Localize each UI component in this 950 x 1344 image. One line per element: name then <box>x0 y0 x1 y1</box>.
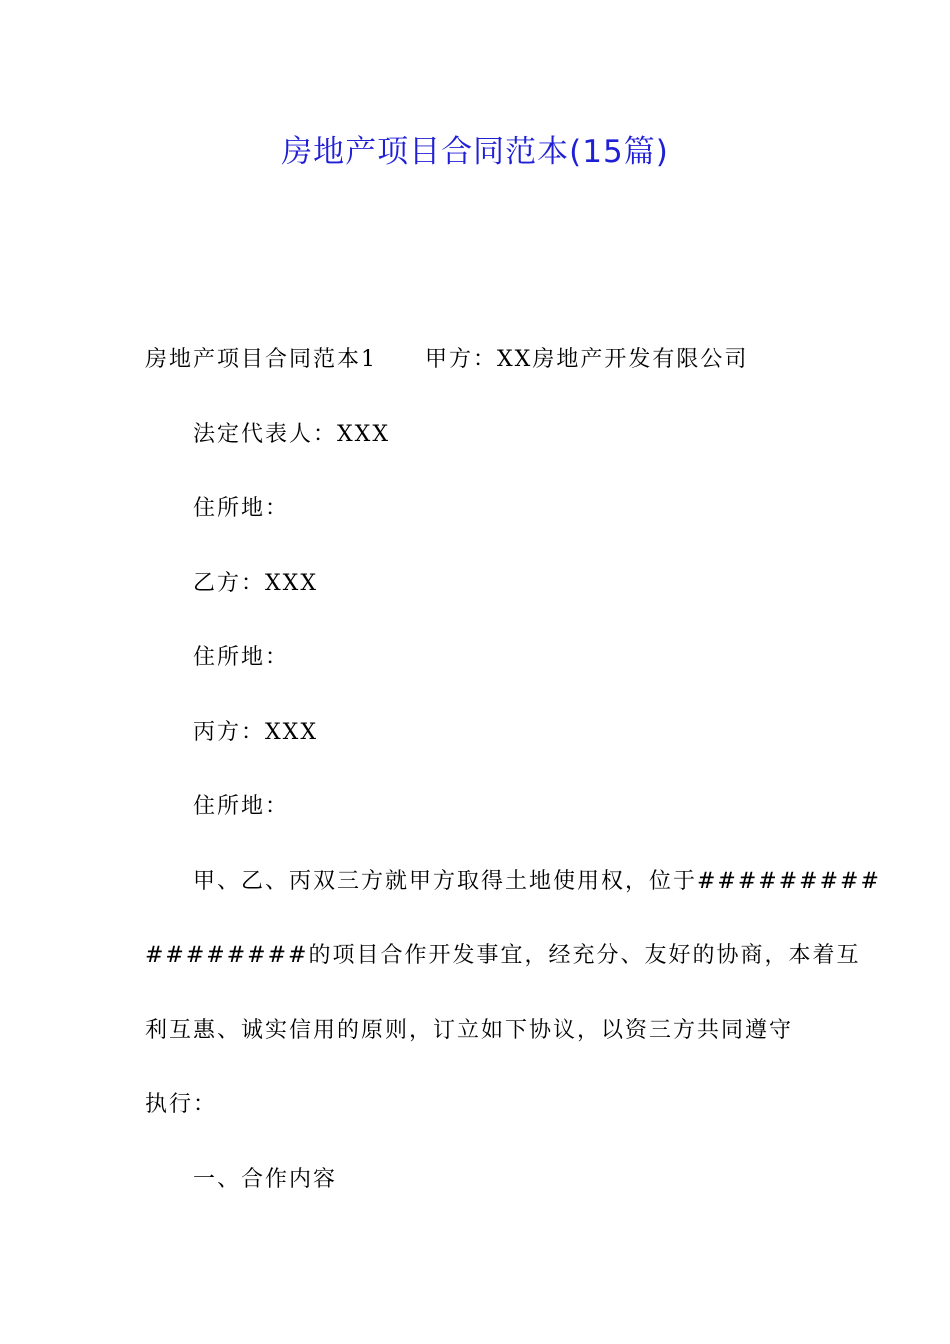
paragraph-line-1: 甲、乙、丙双三方就甲方取得土地使用权，位于######### <box>193 869 881 894</box>
section-heading-1: 一、合作内容 <box>193 1167 338 1192</box>
party-b-address-line: 住所地： <box>193 645 290 670</box>
legal-representative-line: 法定代表人：XXX <box>193 422 390 447</box>
party-c-address-line: 住所地： <box>193 794 290 819</box>
document-title: 房地产项目合同范本(15篇) <box>281 134 669 170</box>
party-a-address-line: 住所地： <box>193 496 290 521</box>
first-line <box>145 342 748 378</box>
party-b-line: 乙方：XXX <box>193 571 318 596</box>
party-c-line: 丙方：XXX <box>193 720 318 745</box>
paragraph-line-4: 执行： <box>145 1092 218 1117</box>
contract-heading: 房地产项目合同范本1 <box>145 347 377 372</box>
party-a-line: 甲方：XX房地产开发有限公司 <box>425 347 749 372</box>
paragraph-line-2: ########的项目合作开发事宜，经充分、友好的协商，本着互 <box>145 943 861 968</box>
paragraph-line-3: 利互惠、诚实信用的原则，订立如下协议，以资三方共同遵守 <box>145 1018 794 1043</box>
